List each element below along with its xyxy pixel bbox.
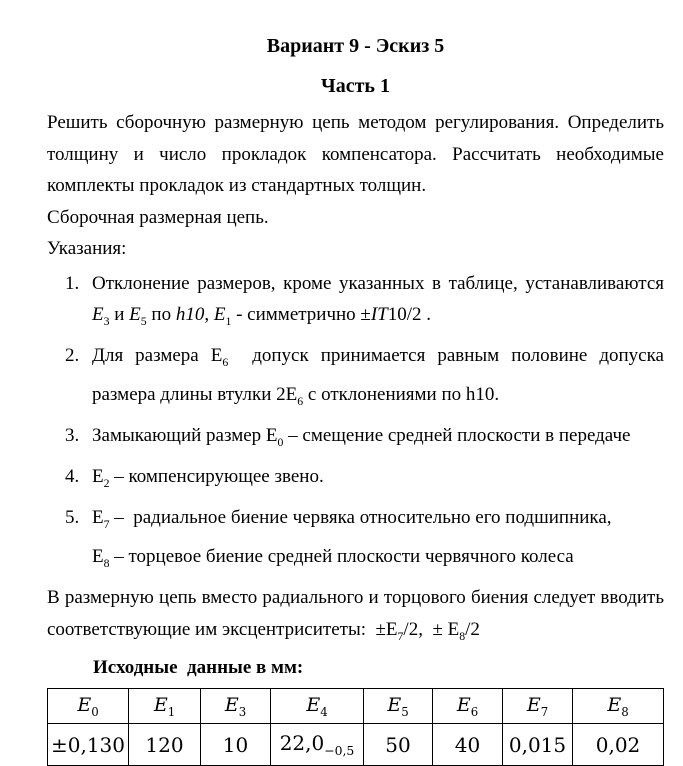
header-cell-e6: $E_6$: [433, 689, 503, 724]
notes-list: [47, 268, 664, 580]
table-header-row: [48, 689, 664, 724]
notes-label: Указания:: [47, 238, 127, 259]
note-text: $Е_2$ – компенсирующее звено.: [92, 466, 324, 490]
note-item-2: [47, 340, 664, 417]
note-number: 3.: [65, 424, 80, 446]
value-cell-e0: ±0,130: [48, 724, 129, 766]
table-caption: Исходные данные в мм:: [93, 656, 304, 678]
note-item-4: [47, 461, 664, 499]
note-number: 4.: [65, 466, 80, 488]
value-cell-e6: 40: [433, 724, 503, 766]
value-cell-e4: $22,0_{-0,5}$: [271, 724, 364, 766]
header-cell-e8: $E_8$: [573, 689, 664, 724]
note-number: 1.: [65, 272, 80, 294]
closing-paragraph: В размерную цепь вместо радиального и торцового биения следует вводить соответствующие им эксцентриситеты: $\pm Е_7/2$, ± $Е_8/2$: [47, 587, 664, 643]
task-paragraph: Решить сборочную размерную цепь методом регулирования. Определить толщину и число прокладок компенсатора. Рассчитать необходимые комплекты прокладок из стандартных толщин.: [47, 112, 664, 196]
header-cell-e5: $E_5$: [364, 689, 433, 724]
note-number: 2.: [65, 345, 80, 367]
header-cell-e3: $E_3$: [201, 689, 271, 724]
note-item-1: [47, 268, 664, 338]
page-title: Вариант 9 - Эскиз 5: [266, 35, 445, 57]
header-cell-e4: $E_4$: [271, 689, 364, 724]
chain-paragraph: Сборочная размерная цепь.: [47, 206, 269, 228]
value-cell-e7: 0,015: [503, 724, 573, 766]
value-cell-e3: 10: [201, 724, 271, 766]
header-cell-e0: $E_0$: [48, 689, 129, 724]
header-cell-e7: $E_7$: [503, 689, 573, 724]
data-table: [47, 688, 664, 766]
note-number: 5.: [65, 507, 80, 529]
table-value-row: [48, 724, 664, 766]
note-text-line1: $Е_7$ – радиальное биение червяка относительно его подшипника,: [92, 507, 612, 532]
note-item-5: [47, 502, 664, 579]
value-cell-e1: 120: [129, 724, 201, 766]
note-text: Отклонение размеров, кроме указанных в таблице, устанавливаются $E_3$ и $E_5$ по h10, $E_1$ - симметрично ±IT10/2 .: [92, 272, 664, 328]
note-text: Замыкающий размер $Е_0$ – смещение средней плоскости в передаче: [92, 424, 631, 449]
header-cell-e1: $E_1$: [129, 689, 201, 724]
note-text: Для размера $Е_6$ допуск принимается равным половине допуска размера длины втулки $2Е_6$ с отклонениями по h10.: [92, 345, 664, 408]
note-item-3: [47, 420, 664, 458]
note-text-line2: $Е_8$ – торцевое биение средней плоскости червячного колеса: [92, 545, 574, 570]
value-cell-e8: 0,02: [573, 724, 664, 766]
part-title: Часть 1: [321, 75, 390, 97]
note-text: [92, 502, 664, 579]
value-cell-e5: 50: [364, 724, 433, 766]
